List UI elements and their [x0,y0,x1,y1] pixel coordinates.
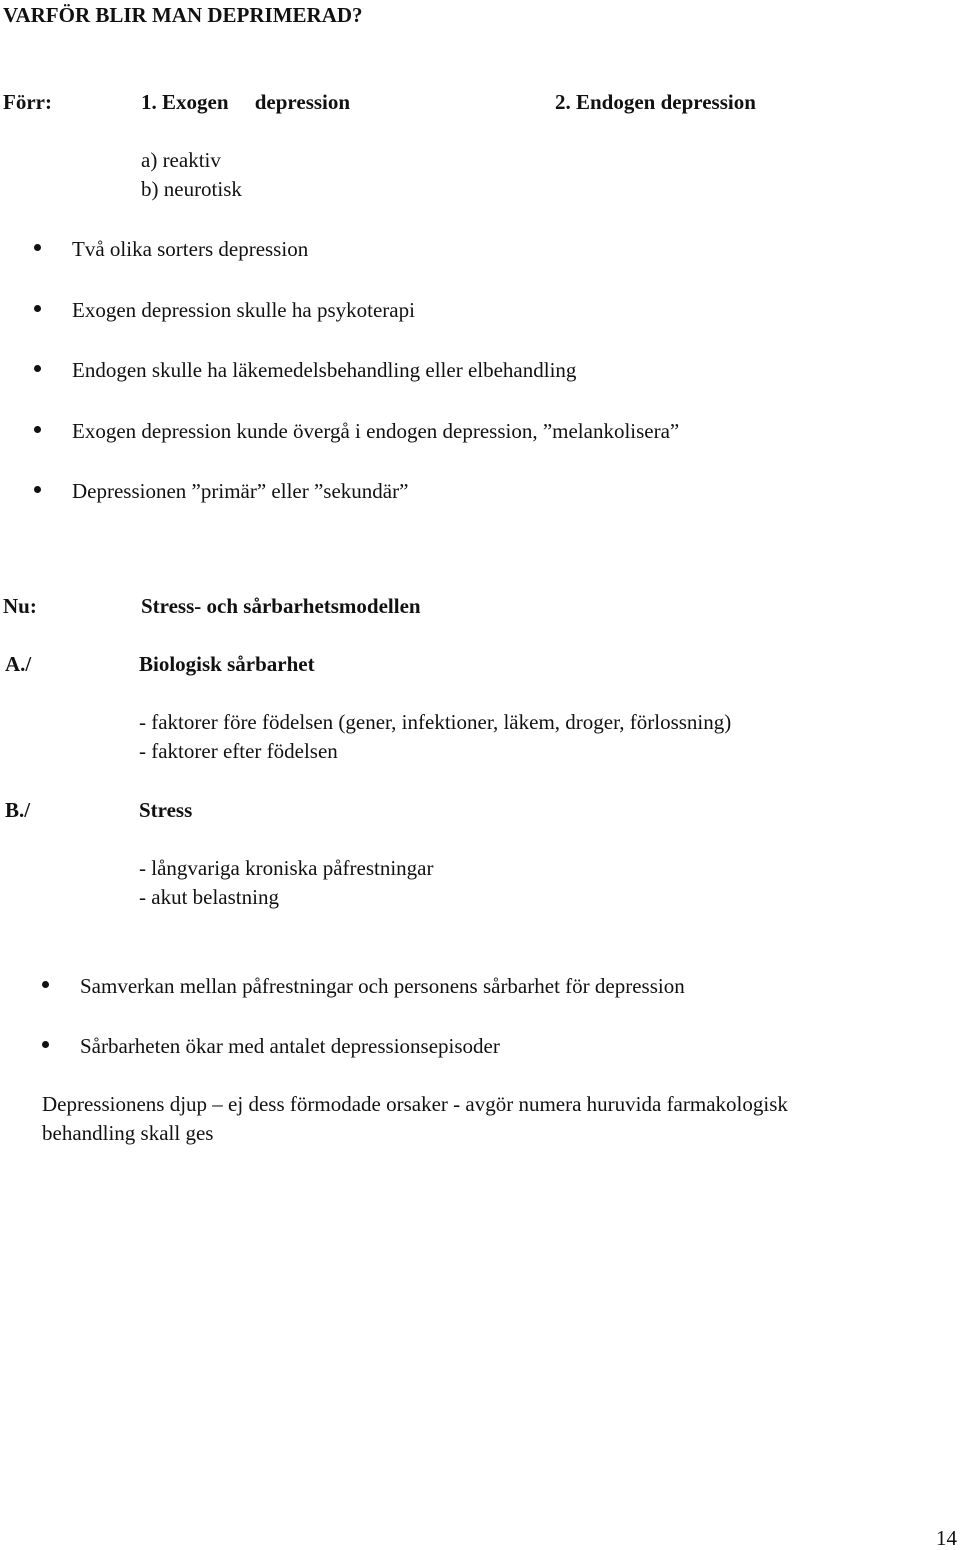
section-a-label: A./ [5,652,32,676]
closing-paragraph-line-2: behandling skall ges [42,1121,214,1145]
closing-paragraph-line-1: Depressionens djup – ej dess förmodade orsaker - avgör numera huruvida farmakologisk [42,1092,788,1116]
section-a-item: - faktorer före födelsen (gener, infektioner, läkem, droger, förlossning) [139,710,732,734]
bullet-icon [34,486,41,493]
forr-label: Förr: [3,90,52,114]
forr-sub-a: a) reaktiv [141,148,221,172]
bullet-icon [34,426,41,433]
page-number: 14 [936,1526,957,1550]
bullet-icon [34,244,41,251]
forr-sub-b: b) neurotisk [141,177,242,201]
list-item-text: Exogen depression kunde övergå i endogen depression, ”melankolisera” [72,419,680,443]
section-b-item: - akut belastning [139,885,279,909]
bullet-icon [42,981,49,988]
list-item-text: Sårbarheten ökar med antalet depressionsepisoder [80,1034,500,1058]
list-item-text: Exogen depression skulle ha psykoterapi [72,298,415,322]
list-item-text: Samverkan mellan påfrestningar och personens sårbarhet för depression [80,974,685,998]
forr-item-exogen: 1. Exogen depression [141,90,351,114]
forr-item-endogen: 2. Endogen depression [555,90,756,114]
section-b-label: B./ [5,798,31,822]
list-item-text: Två olika sorters depression [72,237,309,261]
nu-label: Nu: [3,594,37,618]
section-b-item: - långvariga kroniska påfrestningar [139,856,434,880]
bullet-icon [34,305,41,312]
page-title: VARFÖR BLIR MAN DEPRIMERAD? [3,3,363,27]
section-a-title: Biologisk sårbarhet [139,652,315,676]
bullet-icon [34,365,41,372]
bullet-icon [42,1041,49,1048]
section-a-item: - faktorer efter födelsen [139,739,338,763]
model-title: Stress- och sårbarhetsmodellen [141,594,421,618]
list-item-text: Depressionen ”primär” eller ”sekundär” [72,479,409,503]
list-item-text: Endogen skulle ha läkemedelsbehandling eller elbehandling [72,358,577,382]
section-b-title: Stress [139,798,193,822]
